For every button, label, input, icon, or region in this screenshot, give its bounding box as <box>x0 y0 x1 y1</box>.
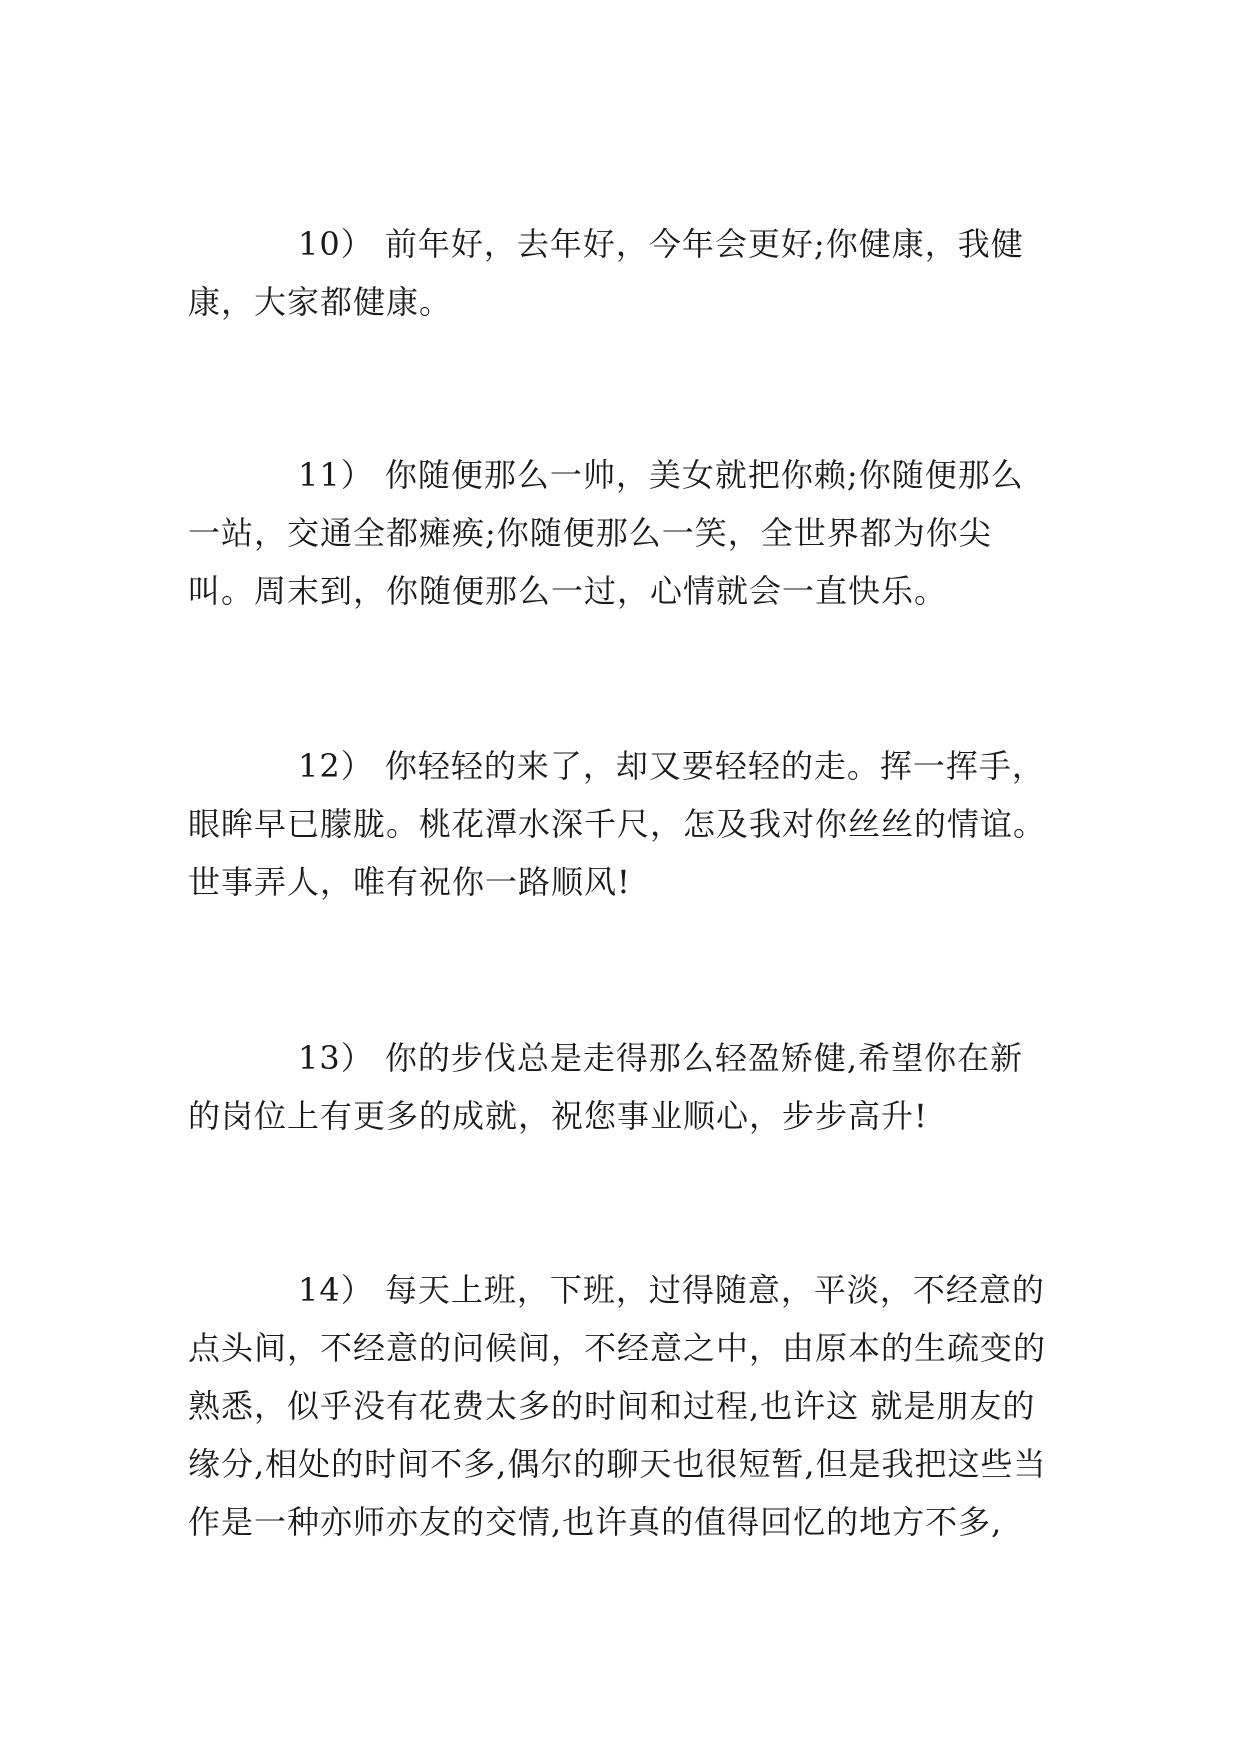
paragraph-number: 13） <box>298 1039 374 1077</box>
paragraph-text: 每天上班，下班，过得随意，平淡，不经意的点头间，不经意的问候间，不经意之中，由原本的生疏变的熟悉，似乎没有花费太多的时间和过程,也许这 就是朋友的缘分,相处的时间不多,偶尔的聊天也很短暂,但是我把这些当作是一种亦师亦友的交情,也许真的值得回忆的地方不多, <box>188 1271 1047 1541</box>
paragraph-11 <box>188 446 1053 620</box>
paragraph-10 <box>188 215 1053 331</box>
paragraph-text: 你的步伐总是走得那么轻盈矫健,希望你在新的岗位上有更多的成就，祝您事业顺心，步步高升! <box>188 1039 1024 1135</box>
paragraph-number: 14） <box>298 1271 374 1309</box>
paragraph-13 <box>188 1029 1053 1145</box>
paragraph-14 <box>188 1261 1053 1551</box>
paragraph-number: 12） <box>298 747 374 785</box>
paragraph-number: 10） <box>298 225 374 263</box>
paragraph-text: 前年好，去年好，今年会更好;你健康，我健康，大家都健康。 <box>188 225 1024 321</box>
paragraph-text: 你随便那么一帅，美女就把你赖;你随便那么一站，交通全都瘫痪;你随便那么一笑，全世界都为你尖叫。周末到，你随便那么一过，心情就会一直快乐。 <box>188 456 1024 610</box>
paragraph-12 <box>188 737 1053 911</box>
paragraph-number: 11） <box>298 456 374 494</box>
paragraph-text: 你轻轻的来了，却又要轻轻的走。挥一挥手，眼眸早已朦胧。桃花潭水深千尺，怎及我对你丝丝的情谊。世事弄人，唯有祝你一路顺风! <box>188 747 1047 901</box>
